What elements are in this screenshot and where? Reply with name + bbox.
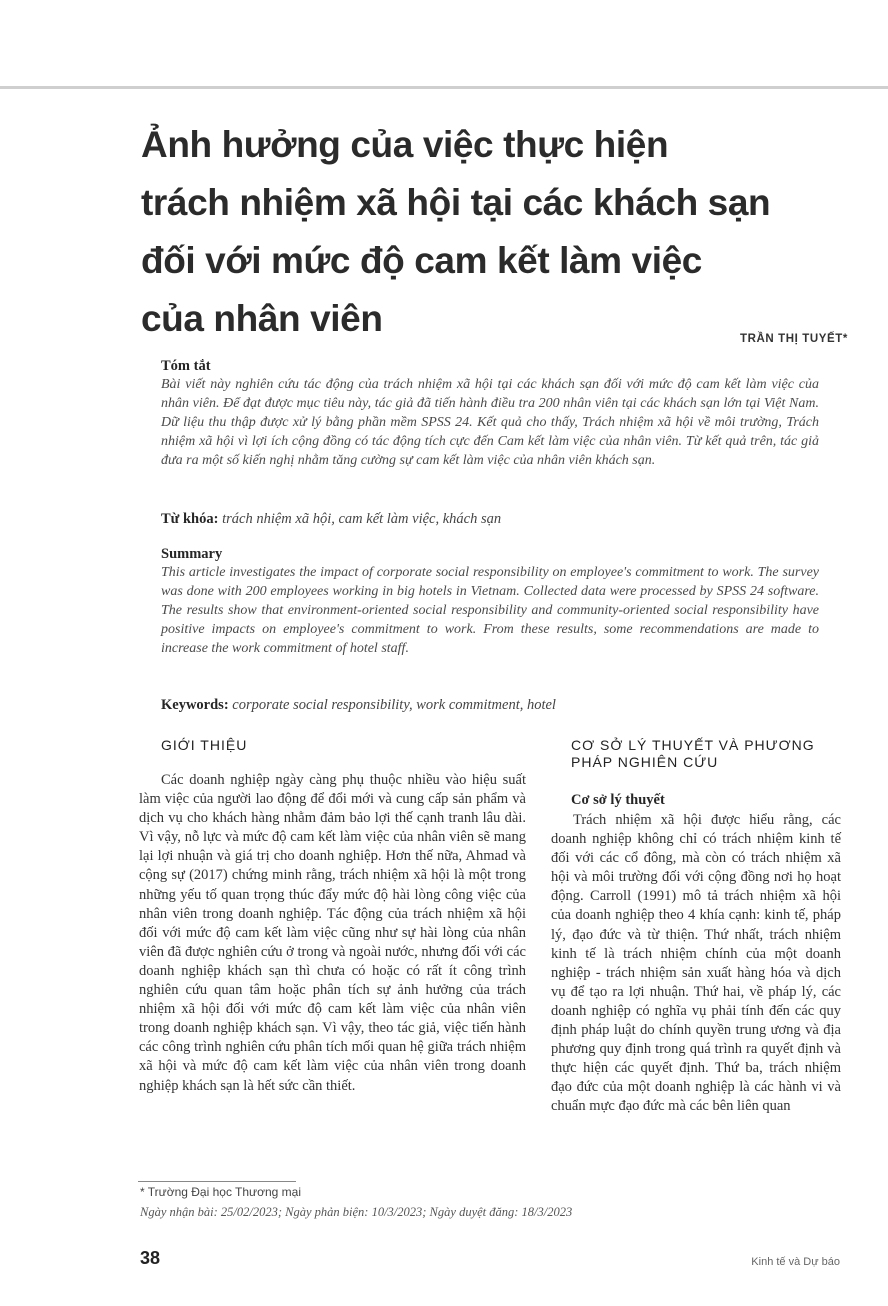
abstract-en [161,546,819,658]
intro-heading: GIỚI THIỆU [161,737,248,753]
intro-paragraph: Các doanh nghiệp ngày càng phụ thuộc nhiều vào hiệu suất làm việc của người lao động để đổi mới và cung cấp sản phẩm và dịch vụ cho khách hàng nhằm đảm bảo lợi thế cạnh tranh lâu dài. Vì vậy, nỗ lực và mức độ cam kết làm việc của nhân viên sẽ mang lại lợi nhuận và giá trị cho doanh nghiệp. Hơn thế nữa, Ahmad và cộng sự (2017) chứng minh rằng, trách nhiệm xã hội là một trong những yếu tố quan trọng thúc đẩy mức độ hài lòng công việc của nhân viên trong doanh nghiệp. Tác động của trách nhiệm xã hội đối với mức độ cam kết làm việc cũng như sự hài lòng của nhân viên đã được nghiên cứu ở trong và ngoài nước, nhưng đối với các doanh nghiệp khách sạn thì chưa có hoặc có rất ít công trình nghiên cứu quan tâm hoặc phân tích sự ảnh hưởng của trách nhiệm xã hội đối với mức độ cam kết làm việc của nhân viên trong doanh nghiệp khách sạn. Vì vậy, theo tác giả, việc tiến hành các công trình nghiên cứu phân tích mối quan hệ giữa trách nhiệm xã hội và mức độ cam kết làm việc của nhân viên trong doanh nghiệp khách sạn là hết sức cần thiết. [139,772,526,1094]
author-name: TRẦN THỊ TUYẾT* [739,333,848,345]
footnote-affiliation: * Trường Đại học Thương mại [140,1185,301,1199]
theory-heading-line: PHÁP NGHIÊN CỨU [571,754,719,770]
page-number: 38 [140,1248,161,1268]
keywords-vi-label: Từ khóa: [161,511,219,527]
abstract-vi-heading: Tóm tắt [161,358,211,374]
keywords-vi [161,510,819,528]
title-line: đối với mức độ cam kết làm việc [141,240,702,281]
theory-paragraph: Trách nhiệm xã hội được hiểu rằng, các doanh nghiệp không chỉ có trách nhiệm kinh tế đối với các cổ đông, mà còn có trách nhiệm xã hội và môi trường đối với cộng đồng nơi họ hoạt động. Carroll (1991) mô tả trách nhiệm xã hội của doanh nghiệp theo 4 khía cạnh: kinh tế, pháp lý, đạo đức và từ thiện. Thứ nhất, trách nhiệm kinh tế là trách nhiệm chính của một doanh nghiệp - trách nhiệm sản xuất hàng hóa và dịch vụ để tạo ra lợi nhuận. Thứ hai, về pháp lý, các doanh nghiệp có nghĩa vụ phải tính đến các quy định pháp luật do chính quyền trung ương và địa phương quy định trong quá trình ra quyết định và thực hiện các quyết định. Thứ ba, trách nhiệm đạo đức của một doanh nghiệp là các hành vi và chuẩn mực đạo đức mà các bên liên quan [551,812,841,1115]
top-rule [0,86,888,89]
title-line: trách nhiệm xã hội tại các khách sạn [141,182,771,223]
theory-subheading: Cơ sở lý thuyết [571,792,665,808]
intro-column [139,771,526,1096]
footnote-dates: Ngày nhận bài: 25/02/2023; Ngày phản biện: 10/3/2023; Ngày duyệt đăng: 18/3/2023 [140,1205,573,1219]
abstract-vi-text: Bài viết này nghiên cứu tác động của trách nhiệm xã hội tại các khách sạn đối với mức độ cam kết làm việc của nhân viên. Để đạt được mục tiêu này, tác giả đã tiến hành điều tra 200 nhân viên tại các khách sạn lớn tại Việt Nam. Dữ liệu thu thập được xử lý bằng phần mềm SPSS 24. Kết quả cho thấy, Trách nhiệm xã hội về môi trường, Trách nhiệm xã hội vì lợi ích cộng đồng có tác động tích cực đến Cam kết làm việc của nhân viên. Từ kết quả trên, tác giả đưa ra một số kiến nghị nhằm tăng cường sự cam kết làm việc của nhân viên khách sạn. [161,377,819,468]
title-line: Ảnh hưởng của việc thực hiện [141,124,669,165]
keywords-en-label: Keywords: [161,697,229,713]
keywords-en-value: corporate social responsibility, work commitment, hotel [232,697,556,713]
article-title [141,116,851,348]
theory-heading-line: CƠ SỞ LÝ THUYẾT VÀ PHƯƠNG [571,737,815,753]
theory-heading [571,737,851,771]
title-line: của nhân viên [141,298,383,339]
keywords-en [161,696,819,714]
abstract-en-text: This article investigates the impact of corporate social responsibility on employee's commitment to work. The survey was done with 200 employees working in big hotels in Vietnam. Collected data were processed by SPSS 24 software. The results show that environment-oriented social responsibility and community-oriented social responsibility have positive impacts on employee's commitment to work. From these results, some recommendations are made to increase the work commitment of hotel staff. [161,565,819,656]
keywords-vi-value: trách nhiệm xã hội, cam kết làm việc, khách sạn [222,511,502,527]
abstract-en-heading: Summary [161,546,223,562]
footnote-rule [138,1181,296,1182]
theory-column [551,811,841,1117]
journal-name: Kinh tế và Dự báo [751,1256,840,1268]
abstract-vi [161,358,819,470]
